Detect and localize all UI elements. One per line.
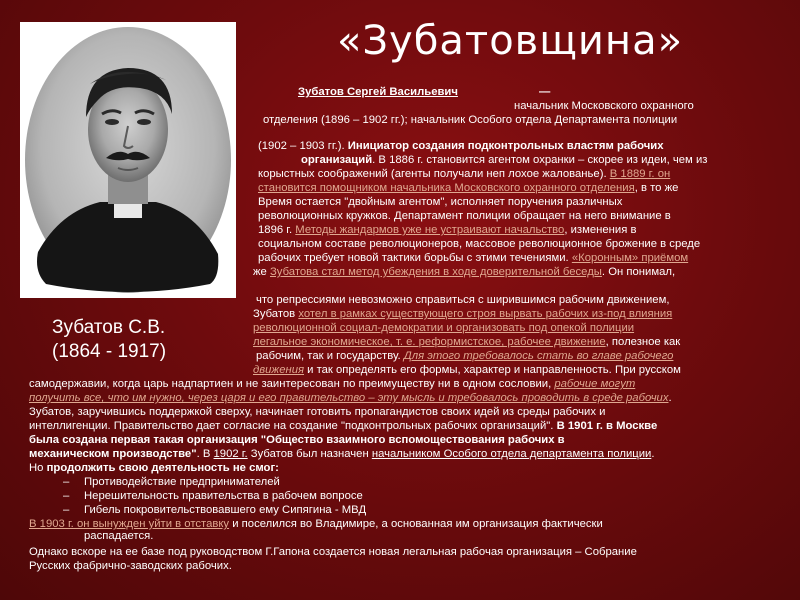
p1-line-8: революционных кружков. Департамент полиции обращает на него внимание в (258, 210, 671, 222)
p2-link-resign[interactable]: В 1903 г. он вынужден уйти в отставку (29, 518, 230, 530)
p1-line-7: Время остается "двойным агентом", исполняет поручения различных (258, 196, 623, 208)
p2-line-12-appointed: Зубатов был назначен (247, 448, 372, 460)
p1-line-12-lead: же (253, 266, 270, 278)
p2-line-8-dot: . (668, 392, 672, 404)
p2-link-movement[interactable]: движения (253, 364, 305, 376)
p1-line-3-initiator: Инициатор создания подконтрольных властям рабочих (347, 140, 664, 152)
p2-line-1: что репрессиями невозможно справиться с ширившимся рабочим движением, (256, 294, 670, 306)
p2-line-4 (253, 336, 680, 348)
p1-link-1889[interactable]: В 1889 г. он (609, 168, 671, 180)
p2-line-12-org: механическом производстве" (29, 448, 197, 460)
portrait-caption (52, 316, 222, 364)
p1-link-crown[interactable]: «Коронным» приёмом (571, 252, 689, 264)
p1-line-6-rest: , в то же (634, 182, 679, 194)
p1-line-9-year: 1896 г. (258, 224, 296, 236)
p1-line-2: отделения (1896 – 1902 гг.); начальник Особого отдела Департамента полиции (263, 114, 678, 126)
caption-name: Зубатов С.В. (52, 317, 166, 338)
p2-line-2-lead: Зубатов (253, 308, 299, 320)
p2-line-20: Русских фабрично-заводских рабочих. (29, 560, 232, 572)
p1-line-3 (258, 140, 664, 152)
p2-line-11: была создана первая такая организация "Общество взаимного вспомоществования рабочих в (29, 434, 565, 446)
p1-line-9-rest: , изменения в (564, 224, 637, 236)
p1-line-3-years: (1902 – 1903 гг.). (258, 140, 348, 152)
p2-link-revolutionary[interactable]: революционной социал-демократии и организовать под опекой полиции (253, 322, 635, 334)
p2-link-workers[interactable]: рабочие могут (554, 378, 636, 390)
p2-line-13-bold: продолжить свою деятельность не смог: (46, 462, 279, 474)
p2-link-lead[interactable]: Для этого требовалось стать во главе рабочего (403, 350, 674, 362)
list-item: Гибель покровительствовавшего ему Сипягина - МВД (84, 504, 367, 516)
p2-line-10-1901: В 1901 г. в Москве (556, 420, 658, 432)
p1-line-12-rest: . Он понимал, (601, 266, 676, 278)
p2-line-4-rest: , полезное как (605, 336, 681, 348)
p2-line-6-rest: и так определять его формы, характер и направленность. При русском (304, 364, 681, 376)
p2-line-10-text: интеллигенции. Правительство дает согласие на создание "подконтрольных рабочих организаций". (29, 420, 557, 432)
p1-link-methods[interactable]: Методы жандармов уже не устраивают начальство (295, 224, 565, 236)
p2-line-12-year: 1902 г. (213, 448, 248, 460)
p1-line-4-orgs: организаций (301, 154, 373, 166)
p1-link-method[interactable]: Зубатова стал метод убеждения в ходе доверительной беседы (269, 266, 602, 278)
p2-line-7-text: самодержавии, когда царь надпартиен и не заинтересован по преимуществу ни в одном сословии, (29, 378, 555, 390)
slide-title: «Зубатовщина» (336, 18, 684, 64)
heading-name: Зубатов Сергей Васильевич (298, 86, 458, 98)
p2-link-legal[interactable]: легальное экономическое, т. е. реформистское, рабочее движение (253, 336, 606, 348)
p1-line-9 (258, 224, 636, 236)
p1-link-assistant[interactable]: становится помощником начальника Московского охранного отделения (258, 182, 635, 194)
p2-line-10 (29, 420, 657, 432)
p1-line-1: начальник Московского охранного (514, 100, 694, 112)
p2-line-18: распадается. (84, 530, 154, 542)
caption-years: (1864 - 1917) (52, 341, 167, 362)
list-item: Нерешительность правительства в рабочем вопросе (84, 490, 363, 502)
p2-link-wanted[interactable]: хотел в рамках существующего строя вырвать рабочих из-под влияния (298, 308, 673, 320)
portrait-photo (20, 22, 236, 298)
p2-line-5 (256, 350, 673, 362)
p2-line-13 (29, 462, 279, 474)
p1-line-11-text: рабочих требует новой тактики борьбы с этими течениями. (258, 252, 572, 264)
p2-line-17-rest: и поселился во Владимире, а основанная им организация фактически (229, 518, 603, 530)
list-dash: – (63, 504, 70, 516)
p2-line-5-text: рабочим, так и государству. (256, 350, 404, 362)
heading-dash: — (539, 86, 551, 98)
p2-line-3 (253, 322, 634, 334)
portrait-image (20, 22, 236, 298)
p2-line-12-in: . В (196, 448, 214, 460)
list-dash: – (63, 490, 70, 502)
p2-line-9: Зубатов, заручившись поддержкой сверху, начинает готовить пропагандистов своих идей из среды рабочих и (29, 406, 606, 418)
p2-link-tsar[interactable]: получить все, что им нужно, через царя и его правительство – эту мысль и требовалось проводить в среде рабочих (29, 392, 669, 404)
p1-line-5 (258, 168, 670, 180)
p2-line-19: Однако вскоре на ее базе под руководством Г.Гапона создается новая легальная рабочая организация – Собрание (29, 546, 637, 558)
p1-line-4-rest: . В 1886 г. становится агентом охранки – скорее из идеи, чем из (372, 154, 708, 166)
p2-line-7 (29, 378, 635, 390)
p2-line-12 (29, 448, 655, 460)
p2-line-2 (253, 308, 672, 320)
p1-line-10: социальном составе революционеров, массовое революционное брожение в среде (258, 238, 701, 250)
p2-line-17 (29, 518, 603, 530)
p1-line-11 (258, 252, 688, 264)
list-dash: – (63, 476, 70, 488)
p1-line-5-text: корыстных соображений (агенты получали неп лохое жалованье). (258, 168, 610, 180)
p1-line-6 (258, 182, 678, 194)
list-item: Противодействие предпринимателей (84, 476, 280, 488)
p2-line-12-dot: . (651, 448, 655, 460)
p1-line-12 (253, 266, 675, 278)
p2-line-8 (29, 392, 672, 404)
p1-line-4 (301, 154, 707, 166)
p2-line-13-lead: Но (29, 462, 47, 474)
p2-line-6 (253, 364, 681, 376)
p2-line-12-head: начальником Особого отдела департамента полиции (371, 448, 652, 460)
